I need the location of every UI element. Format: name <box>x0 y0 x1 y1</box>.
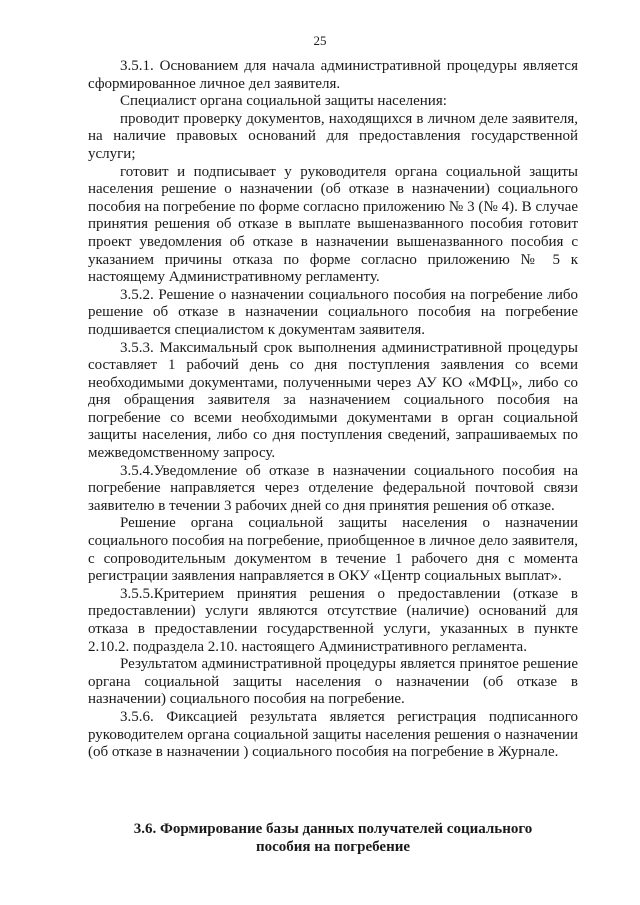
paragraph-decision-sent: Решение органа социальной защиты населения о назначении социального пособия на погребение, приобщенное в личное дело заявителя, с сопроводительным документом в течение 1 рабочего дня с момента регистрации заявления направляется в ОКУ «Центр социальных выплат». <box>88 515 578 585</box>
page-number: 25 <box>313 33 327 48</box>
paragraph-3-5-5: 3.5.5.Критерием принятия решения о предоставлении (отказе в предоставлении) услуги являются отсутствие (наличие) оснований для отказа в предоставлении государственной услуги, указанных в пункте 2.10.2. подраздела 2.10. настоящего Административного регламента. <box>88 585 578 655</box>
paragraph-3-5-4: 3.5.4.Уведомление об отказе в назначении социального пособия на погребение направляется через отделение федеральной почтовой связи заявителю в течении 3 рабочих дней со дня принятия решения об отказе. <box>88 462 578 514</box>
paragraph-prepare-decision: готовит и подписывает у руководителя органа социальной защиты населения решение о назначении (об отказе в назначении) социального пособия на погребение по форме согласно приложению № 3 (№ 4). В случае принятия решения об отказе в выплате вышеназванного пособия готовит проект уведомления об отказе в назначении вышеназванного пособия с указанием причины отказа по форме согласно приложению № 5 к настоящему Административному регламенту. <box>88 163 578 286</box>
section-heading-line-2: пособия на погребение <box>255 839 411 855</box>
paragraph-3-5-1: 3.5.1. Основанием для начала административной процедуры является сформированное личное дел заявителя. <box>88 58 578 92</box>
section-heading <box>88 820 578 856</box>
paragraph-result: Результатом административной процедуры является принятое решение органа социальной защиты населения о назначении (об отказе в назначении) социального пособия на погребение. <box>88 656 578 708</box>
paragraph-specialist: Специалист органа социальной защиты населения: <box>120 93 447 110</box>
paragraph-3-5-2: 3.5.2. Решение о назначении социального пособия на погребение либо решение об отказе в назначении социального пособия на погребение подшивается специалистом к документам заявителя. <box>88 286 578 338</box>
paragraph-3-5-3: 3.5.3. Максимальный срок выполнения административной процедуры составляет 1 рабочий день со дня поступления заявления со всеми необходимыми документами, полученными через АУ КО «МФЦ», либо со дня обращения заявителя за назначением социального пособия на погребение со всеми необходимыми документами в орган социальной защиты населения, либо со дня поступления сведений, запрашиваемых по межведомственному запросу. <box>88 339 578 462</box>
section-heading-line-1: 3.6. Формирование базы данных получателей социального <box>133 821 533 837</box>
paragraph-check-documents: проводит проверку документов, находящихся в личном деле заявителя, на наличие правовых оснований для предоставления государственной услуги; <box>88 110 578 162</box>
body-text <box>88 58 578 762</box>
paragraph-3-5-6: 3.5.6. Фиксацией результата является регистрация подписанного руководителем органа социальной защиты населения решения о назначении (об отказе в назначении ) социального пособия на погребение в Журнале. <box>88 708 578 761</box>
